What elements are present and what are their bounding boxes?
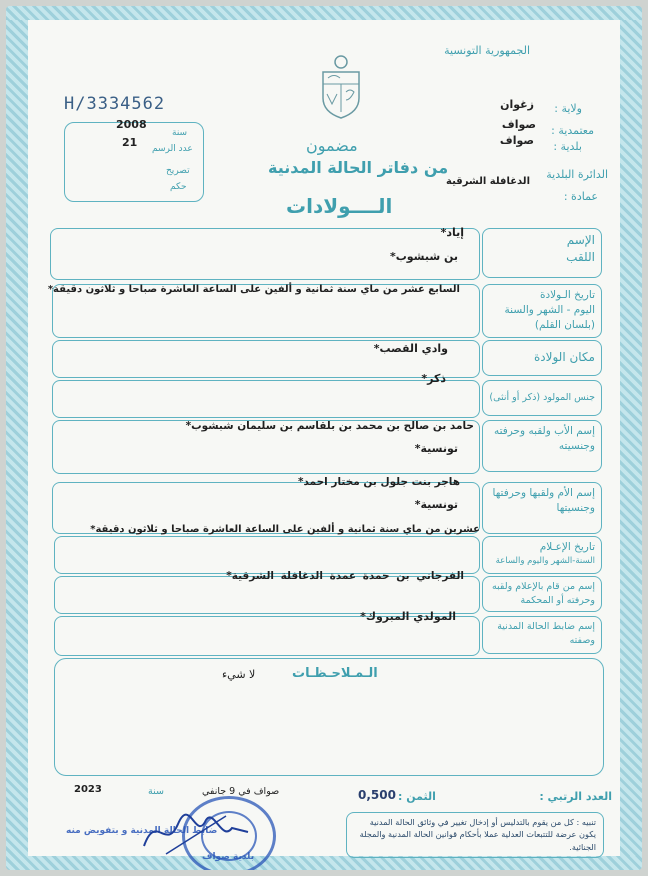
warning-text: تنبيه : كل من يقوم بالتدليس أو إدخال تغيير في وثائق الحالة المدنية يكون عرضة للتتبعات العدلية عملا بأحكام قوانين الحالة المدنية والمجلة الجنائية. <box>359 817 596 852</box>
title-line3: الــــولادات <box>286 194 393 218</box>
stamp-text: بلدية صواف <box>202 852 255 862</box>
signature-icon <box>136 802 256 862</box>
declaration-date-label: تاريخ الإعـلام <box>539 541 595 553</box>
top-decorative-border <box>6 6 642 20</box>
declaration-date-label-box <box>482 536 602 574</box>
register-number-value: 21 <box>122 136 138 149</box>
declaration-date-sublabel: السنة-الشهر واليوم والساعة <box>495 556 595 567</box>
gender-label-box <box>482 380 602 416</box>
declaration-date-value: عشرين من ماي سنة ثمانية و ألفين على الساعة العاشرة صباحا و ثلاثون دقيقة* <box>90 524 480 535</box>
officer-label: إسم ضابط الحالة المدنية <box>497 621 595 632</box>
footer-year-label: سنة <box>148 786 164 797</box>
register-number-label: عدد الرسم <box>152 144 193 154</box>
signature-authority-text: ضابط الحالة المدنية و بتفويض منه <box>66 826 218 836</box>
mother-label: إسم الأم ولقبها وحرفتها <box>492 487 595 499</box>
declarant-sublabel: وحرفته أو المحكمة <box>520 594 595 606</box>
footer-year-value: 2023 <box>74 784 102 795</box>
gender-value-box <box>52 380 480 418</box>
officer-value: المولدي المبروك* <box>360 610 456 623</box>
birth-place-label-box <box>482 340 602 376</box>
title-line2: من دفاتر الحالة المدنية <box>268 158 449 177</box>
birth-certificate-document <box>6 6 642 870</box>
right-decorative-border <box>620 6 642 870</box>
birth-date-sublabel: اليوم - الشهر والسنة <box>504 304 595 317</box>
father-nationality-value: تونسية* <box>414 442 458 455</box>
declaration-label: تصريح <box>166 166 190 176</box>
republic-label: الجمهورية التونسية <box>444 44 530 57</box>
mother-label-box <box>482 482 602 534</box>
surname-value: بن شبشوب* <box>389 250 458 263</box>
order-number-label: العدد الرتبي : <box>539 790 612 803</box>
municipality-value: صواف <box>499 134 534 147</box>
birth-place-label: مكان الولادة <box>533 350 595 364</box>
officer-sublabel: وصفته <box>569 634 595 646</box>
notes-label: الـمـلاحـظـات <box>292 666 378 681</box>
gender-label: جنس المولود (ذكر أو أنثى) <box>489 392 595 403</box>
declarant-label: إسم من قام بالإعلام ولقبه <box>491 581 595 592</box>
district-value: الدغافلة الشرقية <box>446 176 530 187</box>
price-value: 0,500 <box>358 788 396 802</box>
surname-label: اللقب <box>566 250 595 265</box>
coat-of-arms-icon <box>318 54 364 120</box>
birth-date-value: السابع عشر من ماي سنة ثمانية و ألفين على الساعة العاشرة صباحا و ثلاثون دقيقة* <box>47 284 460 295</box>
register-year-label: سنة <box>172 128 188 138</box>
birth-date-label-box <box>482 284 602 338</box>
register-year-value: 2008 <box>116 118 147 131</box>
mother-nationality-label: وجنسيتها <box>556 502 595 515</box>
mother-value: هاجر بنت جلول بن مختار احمد* <box>298 476 460 488</box>
father-label-box <box>482 420 602 472</box>
father-label: إسم الأب ولقبه وحرفته <box>493 425 595 437</box>
delegation-label: معتمدية : <box>551 124 594 137</box>
district-label: الدائرة البلدية <box>546 168 608 181</box>
name-label-box <box>482 228 602 278</box>
wilaya-label: ولاية : <box>554 102 582 115</box>
left-decorative-border <box>6 6 28 870</box>
bottom-decorative-border <box>6 856 642 870</box>
name-label: الإسم <box>566 233 595 247</box>
municipality-label: بلدية : <box>553 140 582 153</box>
declarant-value: الفرجاني بن حمدة عمدة الدغافلة الشرقية* <box>226 570 464 582</box>
place-date: صواف في 9 جانفي <box>202 786 280 797</box>
omda-label: عمادة : <box>563 190 598 203</box>
judgment-label: حكم <box>170 182 187 192</box>
wilaya-value: زغوان <box>500 98 534 111</box>
birth-place-value: وادي القصب* <box>373 342 448 355</box>
mother-nationality-value: تونسية* <box>414 498 458 511</box>
notes-value: لا شيء <box>222 668 256 681</box>
birth-date-hint: (بلسان القلم) <box>534 319 595 332</box>
serial-number: H/3334562 <box>64 94 166 114</box>
father-value: حامد بن صالح بن محمد بن بلقاسم بن سليمان شبشوب* <box>185 420 474 432</box>
declarant-label-box <box>482 576 602 612</box>
price-label: الثمن : <box>398 790 436 803</box>
declaration-date-value-box <box>54 536 480 574</box>
birth-date-label: تاريخ الـولادة <box>539 289 595 301</box>
father-nationality-label: وجنسيته <box>558 440 595 453</box>
gender-value: ذكر* <box>421 372 446 385</box>
first-name-value: إياد* <box>440 226 464 239</box>
title-line1: مضمون <box>306 136 358 155</box>
delegation-value: صواف <box>501 118 536 131</box>
officer-label-box <box>482 616 602 654</box>
